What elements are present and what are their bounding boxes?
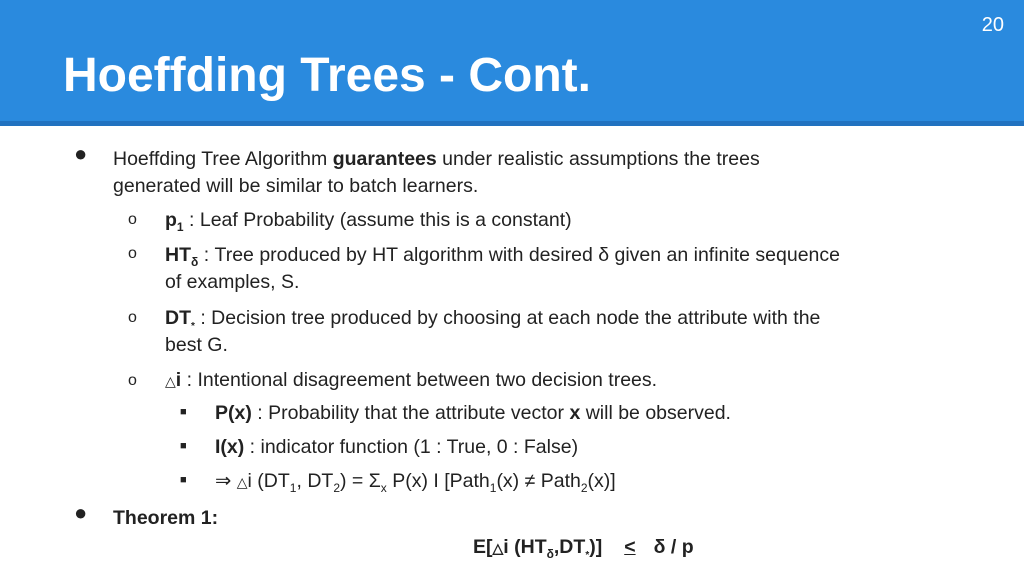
formula-sub: 2 bbox=[333, 480, 341, 495]
sub-bullet-circle: o bbox=[128, 211, 137, 228]
formula-part: P(x) I [Path bbox=[386, 470, 490, 492]
title-bar bbox=[0, 0, 1024, 126]
theorem-equation bbox=[473, 536, 694, 559]
sub-bullet-circle: o bbox=[128, 372, 137, 389]
formula-part: , DT bbox=[296, 470, 334, 492]
slide-title: Hoeffding Trees - Cont. bbox=[63, 49, 591, 102]
bullet-dot: ● bbox=[74, 141, 88, 166]
formula-part: (x) ≠ Path bbox=[496, 470, 581, 492]
bullet-ht bbox=[165, 242, 840, 296]
bullet-delta-i bbox=[165, 367, 657, 395]
square-bullet: ■ bbox=[180, 406, 187, 418]
theorem-label: Theorem 1: bbox=[113, 507, 219, 529]
ht-text-line2: of examples, S. bbox=[165, 271, 300, 293]
intro-text: Hoeffding Tree Algorithm bbox=[113, 148, 333, 170]
px-symbol: P(x) bbox=[215, 402, 252, 424]
triangle-icon: △ bbox=[236, 474, 248, 490]
intro-bold: guarantees bbox=[332, 148, 437, 170]
formula-sub: 2 bbox=[580, 480, 588, 495]
intro-text-cont: under realistic assumptions the trees bbox=[436, 148, 760, 170]
formula-sub: 1 bbox=[289, 480, 297, 495]
dt-symbol: DT bbox=[165, 307, 191, 329]
bullet-ix bbox=[215, 434, 578, 461]
px-text-post: will be observed. bbox=[580, 402, 731, 424]
ix-text: : indicator function (1 : True, 0 : False) bbox=[244, 436, 579, 458]
formula-part: (x)] bbox=[587, 470, 616, 492]
eq-part: ,DT bbox=[553, 536, 586, 558]
eq-sub: * bbox=[585, 549, 590, 561]
delta-symbol: i bbox=[175, 369, 182, 391]
eq-rhs: δ / p bbox=[653, 536, 694, 558]
p1-subscript: 1 bbox=[176, 219, 184, 234]
ix-symbol: I(x) bbox=[215, 436, 245, 458]
dt-subscript: * bbox=[191, 320, 195, 332]
eq-sub: δ bbox=[546, 546, 554, 561]
bullet-dot: ● bbox=[74, 500, 88, 525]
slide-number: 20 bbox=[981, 14, 1004, 36]
px-x: x bbox=[569, 402, 581, 424]
formula-sub: 1 bbox=[489, 480, 497, 495]
triangle-icon: △ bbox=[165, 373, 176, 389]
bullet-dt bbox=[165, 305, 820, 359]
triangle-icon: △ bbox=[492, 540, 504, 556]
less-equal-symbol: < bbox=[624, 536, 636, 558]
dt-text: : Decision tree produced by choosing at each node the attribute with the bbox=[194, 307, 821, 329]
px-text: : Probability that the attribute vector bbox=[251, 402, 570, 424]
implies-symbol: ⇒ bbox=[215, 470, 237, 492]
bullet-intro bbox=[113, 146, 760, 200]
delta-text: : Intentional disagreement between two decision trees. bbox=[181, 369, 658, 391]
eq-part: E[ bbox=[473, 536, 493, 558]
ht-text: : Tree produced by HT algorithm with desired δ given an infinite sequence bbox=[198, 244, 840, 266]
p1-text: : Leaf Probability (assume this is a constant) bbox=[183, 209, 572, 231]
ht-subscript: δ bbox=[191, 254, 199, 269]
bullet-px bbox=[215, 400, 731, 427]
p1-symbol: p bbox=[165, 209, 177, 231]
formula-part: i (DT bbox=[247, 470, 290, 492]
sub-bullet-circle: o bbox=[128, 309, 137, 326]
eq-part: )] bbox=[589, 536, 603, 558]
ht-symbol: HT bbox=[165, 244, 191, 266]
intro-line2: generated will be similar to batch learners. bbox=[113, 175, 479, 197]
eq-part: i (HT bbox=[503, 536, 547, 558]
bullet-p1 bbox=[165, 207, 572, 234]
dt-text-line2: best G. bbox=[165, 334, 228, 356]
formula-sub: x bbox=[380, 480, 387, 495]
formula-part: ) = Σ bbox=[340, 470, 381, 492]
square-bullet: ■ bbox=[180, 440, 187, 452]
sub-bullet-circle: o bbox=[128, 245, 137, 262]
square-bullet: ■ bbox=[180, 474, 187, 486]
bullet-formula bbox=[215, 468, 616, 496]
